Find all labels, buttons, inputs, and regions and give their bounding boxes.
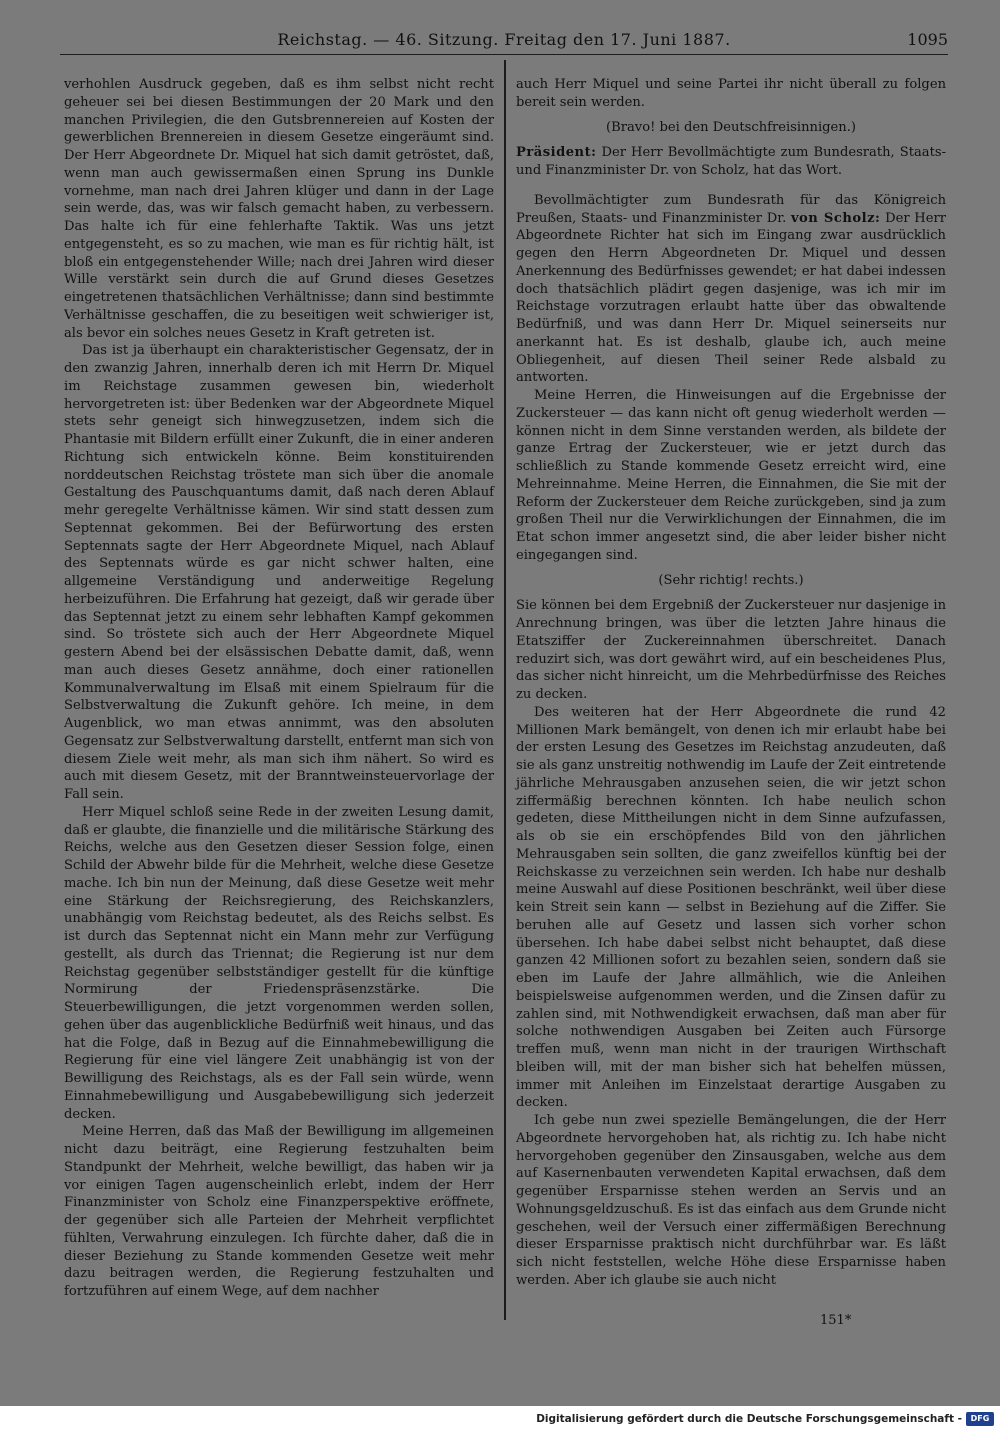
paragraph: Meine Herren, die Hinweisungen auf die Ergebnisse der Zuckersteuer — das kann nicht oft genug wiederholt werden — können nicht in dem Sinne verstanden werden, als bildete der ganze Ertrag der Zuckersteuer, wie er jetzt durch das schließlich zu Stande kommende Gesetz erreicht wird, eine Mehreinnahme. Meine Herren, die Einnahmen, die Sie mit der Reform der Zuckersteuer dem Reiche zurückgeben, sind ja zum großen Theil nur die Verwirklichungen der Einnahmen, die im Etat schon immer angesetzt sind, die aber leider bisher nicht eingegangen sind. — [516, 388, 946, 563]
speaker-intro — [516, 192, 946, 387]
paragraph: Herr Miquel schloß seine Rede in der zweiten Lesung damit, daß er glaubte, die finanzielle und die militärische Stärkung des Reichs, welche aus den Gesetzen dieser Session folge, einen Schild der Abwehr bilde für die Mehrheit, welche diese Gesetze mache. Ich bin nun der Meinung, daß diese Gesetze weit mehr eine Stärkung der Reichsregierung, des Reichskanzlers, unabhängig vom Reichstag bedeutet, als des Reichs selbst. Es ist durch das Septennat nicht ein Mann mehr zur Verfügung gestellt, als durch das Triennat; die Regierung ist nur dem Reichstag gegenüber selbstständiger gestellt für die künftige Normirung der Friedenspräsenzstärke. Die Steuerbewilligungen, die jetzt vorgenommen werden sollen, gehen über das augenblickliche Bedürfniß weit hinaus, und das hat die Folge, daß in Bezug auf die Einnahmebewilligung die Regierung für eine viel längere Zeit unabhängig ist von der Bewilligung des Reichstags, als es der Fall sein würde, wenn Einnahmebewilligung und Ausgabebewilligung sich jederzeit decken. — [64, 804, 494, 1122]
speaker-title: Bevollmächtigter zum Bundesrath für das Königreich Preußen, Staats- und Finanzminister Dr. — [516, 192, 946, 226]
left-column — [64, 76, 494, 1301]
president-text: Der Herr Bevollmächtigte zum Bundesrath, Staats- und Finanzminister Dr. von Scholz, hat das Wort. — [516, 145, 946, 178]
interjection: (Sehr richtig! rechts.) — [658, 572, 804, 588]
paragraph: Das ist ja überhaupt ein charakteristischer Gegensatz, der in den zwanzig Jahren, innerhalb deren ich mit Herrn Dr. Miquel im Reichstage zusammen gewesen bin, wiederholt hervorgetreten ist: über Bedenken war der Abgeordnete Miquel stets sehr geneigt sich hinwegzusetzen, indem sich die Phantasie mit Bildern erfüllt einer Zukunft, die in einer anderen Richtung sich entwickeln könne. Beim konstituirenden norddeutschen Reichstag tröstete man sich über die anomale Gestaltung des Pauschquantums damit, daß nach deren Ablauf mehr geregelte Verhältnisse kämen. Wir sind statt dessen zum Septennat gekommen. Bei der Befürwortung des ersten Septennats sagte der Herr Abgeordnete Miquel, nach Ablauf des Septennats würde es gar nicht schwer halten, eine allgemeine Verständigung und anderweitige Regelung herbeizuführen. Die Erfahrung hat gezeigt, daß wir gerade über das Septennat jetzt zu einem sehr lebhaften Kampf gekommen sind. So tröstete sich auch der Herr Abgeordnete Miquel gestern Abend bei der elsässischen Debatte damit, daß, wenn man auch dieses Gesetz annähme, doch einer rationellen Kommunalverwaltung im Elsaß mit einem Spielraum für die Selbstverwaltung die Zukunft gehöre. Ich meine, in dem Augenblick, wo man etwas annimmt, was den absoluten Gegensatz zur Selbstverwaltung darstellt, entfernt man sich von diesem Ziele weit mehr, als man sich ihm nähert. So wird es auch mit diesem Gesetz, mit der Branntweinsteuervorlage der Fall sein. — [64, 343, 494, 802]
speaker-label: Präsident: — [516, 145, 597, 161]
paragraph-text: Der Herr Abgeordnete Richter hat sich im Eingang zwar ausdrücklich gegen den Herrn Abgeordneten Dr. Miquel und dessen Anerkennung des Bedürfnisses gewendet; er hat dabei indessen doch thatsächlich plädirt gegen dasjenige, was ich mir im Reichstage vorzutragen erlaubt hatte über das obwaltende Bedürfniß, und was dann Herr Dr. Miquel seinerseits nur anerkannt hat. Es ist deshalb, glaube ich, auch meine Obliegenheit, auf diesen Theil seiner Rede alsbald zu antworten. — [516, 210, 946, 386]
column-divider — [504, 60, 506, 1320]
paragraph: auch Herr Miquel und seine Partei ihr nicht überall zu folgen bereit sein werden. — [516, 77, 946, 110]
interjection: (Bravo! bei den Deutschfreisinnigen.) — [606, 119, 856, 135]
president-remark — [516, 144, 946, 180]
speaker-name: von Scholz: — [790, 210, 881, 226]
page-header — [60, 28, 948, 55]
funding-credit: Digitalisierung gefördert durch die Deutsche Forschungsgemeinschaft - — [536, 1413, 962, 1425]
paragraph: Ich gebe nun zwei spezielle Bemängelungen, die der Herr Abgeordnete hervorgehoben hat, als richtig zu. Ich habe nicht hervorgehoben gegenüber den Zinsausgaben, welche aus dem auf Kasernenbauten verwendeten Kapital erwachsen, daß dem gegenüber Ersparnisse stehen werden an Servis und an Wohnungsgeldzuschuß. Es ist das einfach aus dem Grunde nicht geschehen, weil der Versuch einer ziffermäßigen Berechnung dieser Ersparnisse praktisch nicht durchführbar war. Es läßt sich nicht feststellen, welche Höhe diese Ersparnisse haben werden. Aber ich glaube sie auch nicht — [516, 1113, 946, 1288]
running-title: Reichstag. — 46. Sitzung. Freitag den 17. Juni 1887. — [277, 30, 731, 49]
paragraph: Meine Herren, daß das Maß der Bewilligung im allgemeinen nicht dazu beiträgt, eine Regierung festzuhalten beim Standpunkt der Mehrheit, welche bewilligt, das haben wir ja vor einigen Tagen augenscheinlich erlebt, indem der Herr Finanzminister von Scholz eine Finanzperspektive eröffnete, der gegenüber sich alle Parteien der Mehrheit verpflichtet fühlten, Verwahrung einzulegen. Ich fürchte daher, daß die in dieser Beziehung zu Stande kommenden Gesetze weit mehr dazu beitragen werden, die Regierung festzuhalten und fortzuführen auf einem Wege, auf dem nachher — [64, 1124, 494, 1299]
paragraph: verhohlen Ausdruck gegeben, daß es ihm selbst nicht recht geheuer sei bei diesen Bestimmungen der 20 Mark und den manchen Privilegien, die den Gutsbrennereien auf Kosten der gewerblichen Brennereien in diesem Gesetze eingeräumt sind. Der Herr Abgeordnete Dr. Miquel hat sich damit getröstet, daß, wenn man auch gewissermaßen einen Sprung ins Dunkle vornehme, man nach drei Jahren klüger und dann in der Lage sein werde, das, was wir falsch gemacht haben, zu verbessern. Das halte ich für eine fehlerhafte Taktik. Was uns jetzt entgegensteht, es so zu machen, wie man es für richtig hält, ist bloß ein entgegenstehender Wille; nach drei Jahren wird dieser Wille verstärkt sein durch die auf Grund dieses Gesetzes eingetretenen thatsächlichen Verhältnisse; dann sind bestimmte Verhältnisse geschaffen, die zu beseitigen weit schwieriger ist, als bevor ein solches neues Gesetz in Kraft getreten ist. — [64, 77, 494, 341]
paragraph: Des weiteren hat der Herr Abgeordnete die rund 42 Millionen Mark bemängelt, von denen ich mir erlaubt habe bei der ersten Lesung des Gesetzes im Reichstag anzudeuten, daß sie als ganz unstreitig nothwendig im Laufe der Zeit eintretende jährliche Mehrausgaben anzusehen seien, die wir jetzt schon ziffermäßig berechnen könnten. Ich habe neulich schon gedeten, diese Mittheilungen nicht in dem Sinne aufzufassen, als ob sie ein erschöpfendes Bild von den jährlichen Mehrausgaben sein sollten, die ganz zweifellos künftig bei der Reichskasse zu verzeichnen sein werden. Ich habe nur deshalb meine Auswahl auf diese Positionen beschränkt, weil über diese kein Streit sein kann — selbst in Beziehung auf die Ziffer. Sie beruhen alle auf Gesetz und lassen sich vorher schon übersehen. Ich habe dabei selbst nicht behauptet, daß diese ganzen 42 Millionen sofort zu bezahlen seien, sondern daß sie eben im Laufe der Jahre allmählich, wie die Anleihen beispielsweise aufgenommen werden, und die Zinsen dafür zu zahlen sind, mit Nothwendigkeit erwachsen, daß man aber für solche nothwendigen Ausgaben bei Zeiten auch Fürsorge treffen muß, wenn man nicht in der traurigen Wirthschaft bleiben will, mit der man bisher sich hat behelfen müssen, immer mit Anleihen im Einzelstaat derartige Ausgaben zu decken. — [516, 704, 946, 1111]
right-column — [516, 76, 946, 1290]
page-number: 1095 — [907, 30, 948, 49]
footer-bar — [0, 1406, 1000, 1432]
dfg-logo: DFG — [966, 1412, 994, 1426]
signature-mark: 151* — [820, 1313, 852, 1328]
paragraph: Sie können bei dem Ergebniß der Zuckersteuer nur dasjenige in Anrechnung bringen, was über die letzten Jahre hinaus die Etatsziffer der Zuckereinnahmen überschreitet. Danach reduzirt sich, was dort gewährt wird, auf ein bescheidenes Plus, das sicher nicht hinreicht, um die Mehrbedürfnisse des Reiches zu decken. — [516, 598, 946, 702]
